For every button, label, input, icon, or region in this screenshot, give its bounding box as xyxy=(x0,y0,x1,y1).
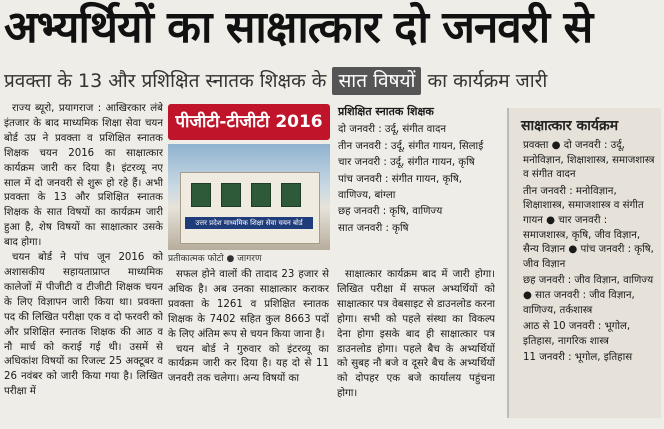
interview-line: प्रवक्ता ● दो जनवरी : उर्दू, मनोविज्ञान, शिक्षाशास्त्र, समाजशास्त्र व संगीत वादन xyxy=(523,140,655,181)
building-photo xyxy=(168,144,330,250)
window xyxy=(221,183,241,207)
schedule-row: दो जनवरी : उर्दू, संगीत वादन xyxy=(338,124,447,136)
subheadline-highlight: सात विषयों xyxy=(332,67,421,95)
paragraph: चयन बोर्ड ने गुरुवार को इंटरव्यू का कार्यक्रम जारी कर दिया है। यह दो से 11 जनवरी तक चलेगा। अन्य विषयों का xyxy=(168,343,329,385)
paragraph: चयन बोर्ड ने पांच जून 2016 को अशासकीय सहायताप्राप्त माध्यमिक कालेजों में पीजीटी व टीजीटी शिक्षक चयन के लिए विज्ञापन जारी किया था। प्रवक्ता पद की लिखित परीक्षा एक व दो फरवरी को और प्रशिक्षित स्नातक शिक्षक की आठ व नौ मार्च को कराई गई थी। उसमें से अधिकांश विषयों का रिजल्ट 25 अक्टूबर व 26 नवंबर को जारी किया गया है। लिखित परीक्षा में xyxy=(4,252,163,398)
window xyxy=(251,183,271,207)
interview-line: तीन जनवरी : मनोविज्ञान, शिक्षाशास्त्र, समाजशास्त्र व संगीत गायन ● चार जनवरी : समाजशास्त्र, कृषि, जीव विज्ञान, सैन्य विज्ञान ● पांच जनवरी : कृषि, जीव विज्ञान xyxy=(523,185,654,270)
interview-schedule-box xyxy=(507,108,661,418)
paragraph: राज्य ब्यूरो, प्रयागराज : आखिरकार लंबे इंतजार के बाद माध्यमिक शिक्षा सेवा चयन बोर्ड उप्र ने प्रवक्ता व प्रशिक्षित स्नातक शिक्षक चयन 2016 का साक्षात्कार कार्यक्रम जारी कर दिया है। इंटरव्यू नए साल में दो जनवरी से शुरू हो रहे हैं। अभी प्रवक्ता के 13 और प्रशिक्षित स्नातक शिक्षक के सात विषयों का कार्यक्रम जारी हुआ है, शेष विषयों का साक्षात्कार उसके बाद होगा। xyxy=(4,103,163,249)
article-column-2 xyxy=(168,268,329,429)
building-sign: उत्तर प्रदेश माध्यमिक शिक्षा सेवा चयन बोर्ड xyxy=(185,217,313,229)
schedule-row: छह जनवरी : कृषि, वाणिज्य xyxy=(338,206,443,218)
subheadline-end: का कार्यक्रम जारी xyxy=(427,70,548,92)
interview-line: आठ से 10 जनवरी : भूगोल, इतिहास, नागरिक शास्त्र xyxy=(523,321,631,347)
paragraph: साक्षात्कार कार्यक्रम बाद में जारी होगा। लिखित परीक्षा में सफल अभ्यर्थियों को साक्षात्कार पत्र वेबसाइट से डाउनलोड करना होगा। सभी को पहले संस्था का विकल्प देना होगा इसके बाद ही साक्षात्कार पत्र डाउनलोड होगा। पहले बैच के अभ्यर्थियों को सुबह नौ बजे व दूसरे बैच के अभ्यर्थियों को दोपहर एक बजे कार्यालय पहुंचना होगा। xyxy=(337,269,495,400)
tgt-schedule xyxy=(338,104,498,237)
interview-box-heading: साक्षात्कार कार्यक्रम xyxy=(521,118,619,134)
paragraph: सफल होने वालों की तादाद 23 हजार से अधिक है। अब उनका साक्षात्कार कराकर प्रवक्ता के 1261 व प्रशिक्षित स्नातक शिक्षक के 7402 सहित कुल 8663 पदों के लिए अंतिम रूप से चयन किया जाना है। xyxy=(168,269,329,340)
building xyxy=(180,172,320,244)
subheadline-start: प्रवक्ता के 13 और प्रशिक्षित स्नातक शिक्षक के xyxy=(4,70,327,92)
schedule-row: पांच जनवरी : संगीत गायन, कृषि, xyxy=(338,173,463,185)
article-column-3 xyxy=(337,268,495,429)
interview-line: छह जनवरी : जीव विज्ञान, वाणिज्य ● सात जनवरी : जीव विज्ञान, वाणिज्य, तर्कशास्त्र xyxy=(523,275,654,316)
article-column-1 xyxy=(4,102,163,429)
schedule-row: वाणिज्य, बांग्ला xyxy=(338,190,396,202)
window xyxy=(281,183,301,207)
schedule-row: तीन जनवरी : उर्दू, संगीत गायन, सिलाई xyxy=(338,140,484,152)
schedule-row: सात जनवरी : कृषि xyxy=(338,222,409,234)
tgt-schedule-heading: प्रशिक्षित स्नातक शिक्षक xyxy=(338,105,434,118)
schedule-row: चार जनवरी : उर्दू, संगीत गायन, कृषि xyxy=(338,157,475,169)
headline: अभ्यर्थियों का साक्षात्कार दो जनवरी से xyxy=(4,2,593,53)
photo-caption: प्रतीकात्मक फोटो ● जागरण xyxy=(168,254,262,264)
interview-line: 11 जनवरी : भूगोल, इतिहास xyxy=(523,352,633,364)
subheadline xyxy=(4,64,660,98)
window xyxy=(191,183,211,207)
photo-banner: पीजीटी-टीजीटी 2016 xyxy=(168,104,330,140)
